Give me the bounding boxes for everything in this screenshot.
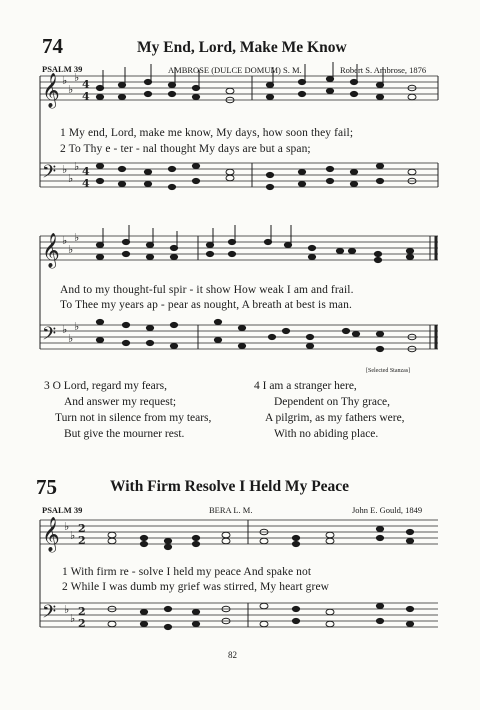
svg-text:♭: ♭ [70,529,76,542]
tune-name: AMBROSE (DULCE DOMUM) S. M. [168,65,302,75]
page-number: 82 [228,650,237,660]
composer: John E. Gould, 1849 [352,505,423,515]
svg-text:♭: ♭ [64,520,70,533]
svg-text:♭: ♭ [74,231,80,244]
svg-text:2: 2 [78,522,86,535]
composer: Robert S. Ambrose, 1876 [340,65,427,75]
svg-text:♭: ♭ [62,163,68,176]
hymn-number: 74 [42,34,63,58]
stanza-4-line: A pilgrim, as my fathers were, [265,412,405,424]
svg-text:♭: ♭ [62,234,68,247]
lyric-verse1-line1: 1 My end, Lord, make me know, My days, how soon they fail; [60,127,354,139]
svg-text:4: 4 [82,90,90,103]
psalm-ref: PSALM 39 [42,505,83,515]
stanza-3-line: And answer my request; [64,396,177,408]
svg-text:♭: ♭ [74,320,80,333]
svg-text:♭: ♭ [70,612,76,625]
svg-text:4: 4 [82,78,90,91]
tune-name: BERA L. M. [209,505,253,515]
lyric-verse2: 2 While I was dumb my grief was stirred, My heart grew [62,581,330,593]
svg-text:4: 4 [82,177,90,190]
svg-text:♭: ♭ [68,83,74,96]
hymn-number: 75 [36,475,57,499]
stanza-4-line: Dependent on Thy grace, [274,396,391,408]
svg-text:♭: ♭ [68,332,74,345]
svg-text:♭: ♭ [62,74,68,87]
stanza-3-line: But give the mourner rest. [64,428,185,440]
stanza-4-line: With no abiding place. [274,428,379,440]
treble-clef-icon: 𝄞 [42,233,60,268]
svg-text:♭: ♭ [64,603,70,616]
svg-text:2: 2 [78,605,86,618]
hymn-title: With Firm Resolve I Held My Peace [110,478,350,495]
svg-text:♭: ♭ [74,71,80,84]
stanza-4-line: 4 I am a stranger here, [254,380,357,392]
svg-text:♭: ♭ [62,323,68,336]
bass-clef-icon: 𝄢 [42,162,57,187]
treble-clef-icon: 𝄞 [42,517,60,552]
stanza-3-line: Turn not in silence from my tears, [55,412,212,424]
bass-clef-icon: 𝄢 [42,602,57,627]
psalm-ref: PSALM 39 [42,64,83,74]
svg-text:2: 2 [78,617,86,630]
lyric-verse1: 1 With firm re - solve I held my peace And spake not [62,566,312,578]
svg-text:♭: ♭ [68,243,74,256]
bass-clef-icon: 𝄢 [42,324,57,349]
stanza-3-line: 3 O Lord, regard my fears, [44,380,167,392]
treble-clef-icon: 𝄞 [42,73,60,108]
hymn-title: My End, Lord, Make Me Know [137,39,347,56]
selected-stanzas-note: [Selected Stanzas] [366,368,411,374]
lyric-verse1-line2: And to my thought-ful spir - it show How weak I am and frail. [60,284,354,296]
svg-text:♭: ♭ [68,172,74,185]
svg-text:2: 2 [78,534,86,547]
lyric-verse2-line2: To Thee my years ap - pear as nought, A breath at best is man. [60,299,352,311]
svg-text:4: 4 [82,165,90,178]
lyric-verse2-line1: 2 To Thy e - ter - nal thought My days are but a span; [60,143,311,155]
svg-text:♭: ♭ [74,160,80,173]
